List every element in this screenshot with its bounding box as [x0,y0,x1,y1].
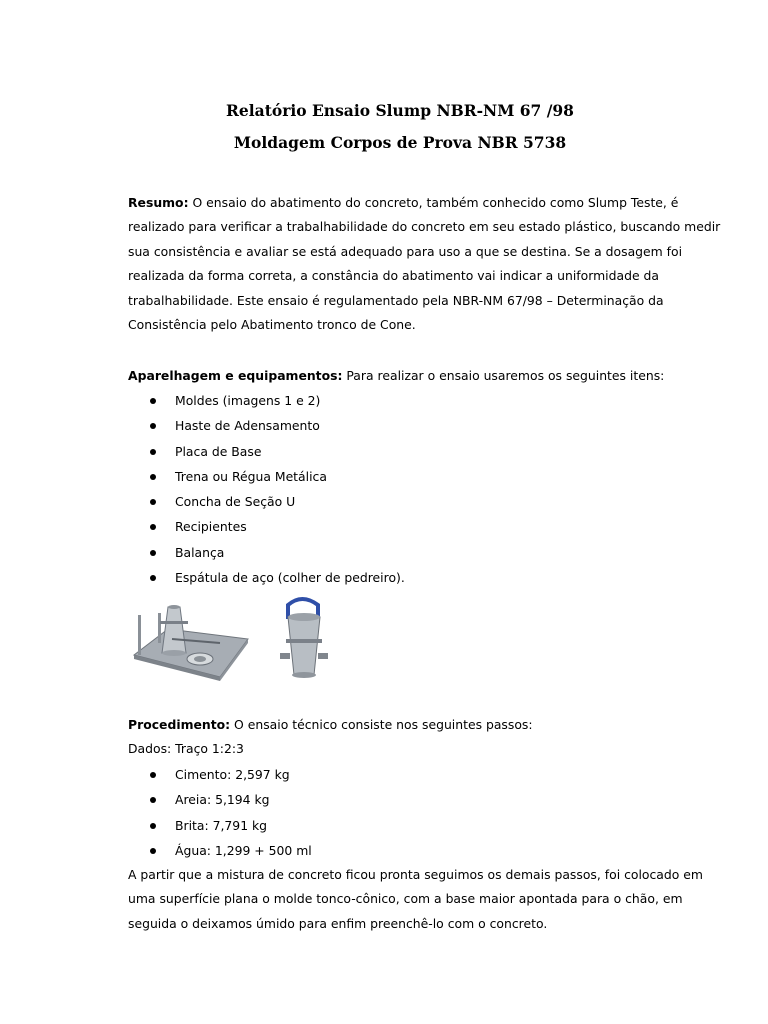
resumo-line-1: O ensaio do abatimento do concreto, também conhecido como Slump Teste, é [188,195,679,210]
closing-line-1: A partir que a mistura de concreto ficou pronta seguimos os demais passos, foi colocado em [128,867,703,882]
closing-line-2: uma superfície plana o molde tonco-cônico, com a base maior apontada para o chão, em [128,891,683,907]
list-item: Balança [128,540,668,565]
document-title: Relatório Ensaio Slump NBR-NM 67 /98 [226,101,574,120]
aparelhagem-label: Aparelhagem e equipamentos: [128,368,343,383]
aparelhagem-heading [128,364,668,388]
list-item: Areia: 5,194 kg [128,787,668,812]
dados-list [128,762,668,863]
dados-line: Dados: Traço 1:2:3 [128,741,244,757]
resumo-line-6: Consistência pelo Abatimento tronco de Cone. [128,317,416,333]
resumo-line-5: trabalhabilidade. Este ensaio é regulamentado pela NBR-NM 67/98 – Determinação da [128,292,664,308]
equipment-images [128,595,354,685]
list-item: Espátula de aço (colher de pedreiro). [128,565,668,590]
list-item: Trena ou Régua Metálica [128,464,668,489]
procedimento-closing-paragraph [128,863,703,936]
resumo-line-3: sua consistência e avaliar se está adequado para uso a que se destina. Se a dosagem foi [128,243,683,259]
slump-cone-base-plate-image [128,595,250,685]
procedimento-heading [128,713,668,762]
list-item: Brita: 7,791 kg [128,813,668,838]
procedimento-text: O ensaio técnico consiste nos seguintes passos: [230,717,533,732]
procedimento-label: Procedimento: [128,717,231,732]
list-item: Haste de Adensamento [128,413,668,438]
resumo-paragraph [128,191,721,337]
closing-line-3: seguida o deixamos úmido para enfim preenchê-lo com o concreto. [128,915,548,931]
aparelhagem-text: Para realizar o ensaio usaremos os seguintes itens: [342,368,665,383]
slump-cone-mold-image [268,595,354,685]
list-item: Água: 1,299 + 500 ml [128,838,668,863]
list-item: Moldes (imagens 1 e 2) [128,388,668,413]
list-item: Recipientes [128,514,668,539]
resumo-line-4: realizada da forma correta, a constância do abatimento vai indicar a uniformidade da [128,268,659,284]
list-item: Cimento: 2,597 kg [128,762,668,787]
list-item: Concha de Seção U [128,489,668,514]
list-item: Placa de Base [128,439,668,464]
equipment-list [128,388,668,590]
document-subtitle: Moldagem Corpos de Prova NBR 5738 [233,133,567,152]
resumo-label: Resumo: [128,195,189,210]
resumo-line-2: realizado para verificar a trabalhabilidade do concreto em seu estado plástico, buscando medir [128,219,721,235]
